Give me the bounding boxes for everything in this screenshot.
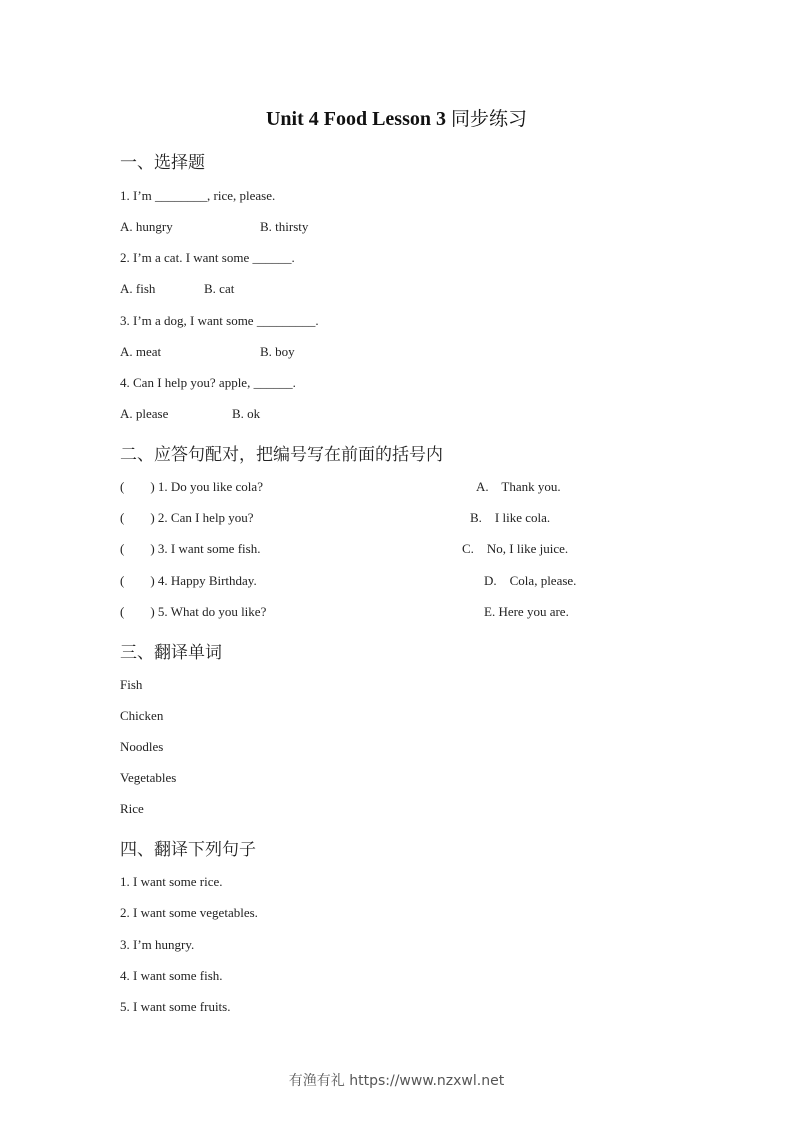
match-question-4: ( ) 4. Happy Birthday. [120, 573, 257, 588]
sentence-item: 1. I want some rice. [120, 874, 223, 889]
section1-heading: 一、选择题 [120, 153, 205, 173]
q1-option-b: B. thirsty [260, 219, 309, 234]
sentence-item: 4. I want some fish. [120, 968, 223, 983]
question-3: 3. I’m a dog, I want some _________. [120, 313, 319, 328]
section3-heading: 三、翻译单词 [120, 643, 222, 663]
section4-heading: 四、翻译下列句子 [120, 840, 256, 860]
footer-watermark: 有渔有礼 https://www.nzxwl.net [288, 1073, 505, 1089]
q3-option-a: A. meat [120, 344, 162, 359]
sentence-item: 3. I’m hungry. [120, 937, 195, 952]
q2-option-b: B. cat [204, 281, 235, 296]
title-english: Unit 4 Food Lesson 3 [265, 108, 446, 130]
sentence-item: 2. I want some vegetables. [120, 905, 258, 920]
match-answer-a: A. Thank you. [476, 479, 561, 494]
word-item: Rice [120, 801, 144, 816]
q4-option-a: A. please [120, 406, 169, 421]
word-item: Chicken [120, 708, 164, 723]
match-answer-e: E. Here you are. [484, 604, 569, 619]
question-4: 4. Can I help you? apple, ______. [120, 375, 296, 390]
question-1: 1. I’m ________, rice, please. [120, 188, 276, 203]
match-question-1: ( ) 1. Do you like cola? [120, 479, 263, 494]
match-question-2: ( ) 2. Can I help you? [120, 510, 254, 525]
question-2: 2. I’m a cat. I want some ______. [120, 250, 295, 265]
sentence-item: 5. I want some fruits. [120, 999, 231, 1014]
match-answer-c: C. No, I like juice. [462, 541, 569, 556]
match-answer-d: D. Cola, please. [484, 573, 577, 588]
q2-option-a: A. fish [120, 281, 156, 296]
word-item: Noodles [120, 739, 164, 754]
word-item: Fish [120, 677, 143, 692]
q1-option-a: A. hungry [120, 219, 173, 234]
match-answer-b: B. I like cola. [470, 510, 551, 525]
match-question-5: ( ) 5. What do you like? [120, 604, 267, 619]
title-chinese: 同步练习 [451, 108, 528, 130]
q3-option-b: B. boy [260, 344, 295, 359]
section2-heading: 二、应答句配对，把编号写在前面的括号内 [120, 445, 443, 465]
q4-option-b: B. ok [232, 406, 261, 421]
match-question-3: ( ) 3. I want some fish. [120, 541, 261, 556]
word-item: Vegetables [120, 770, 177, 785]
page-title [0, 104, 793, 131]
